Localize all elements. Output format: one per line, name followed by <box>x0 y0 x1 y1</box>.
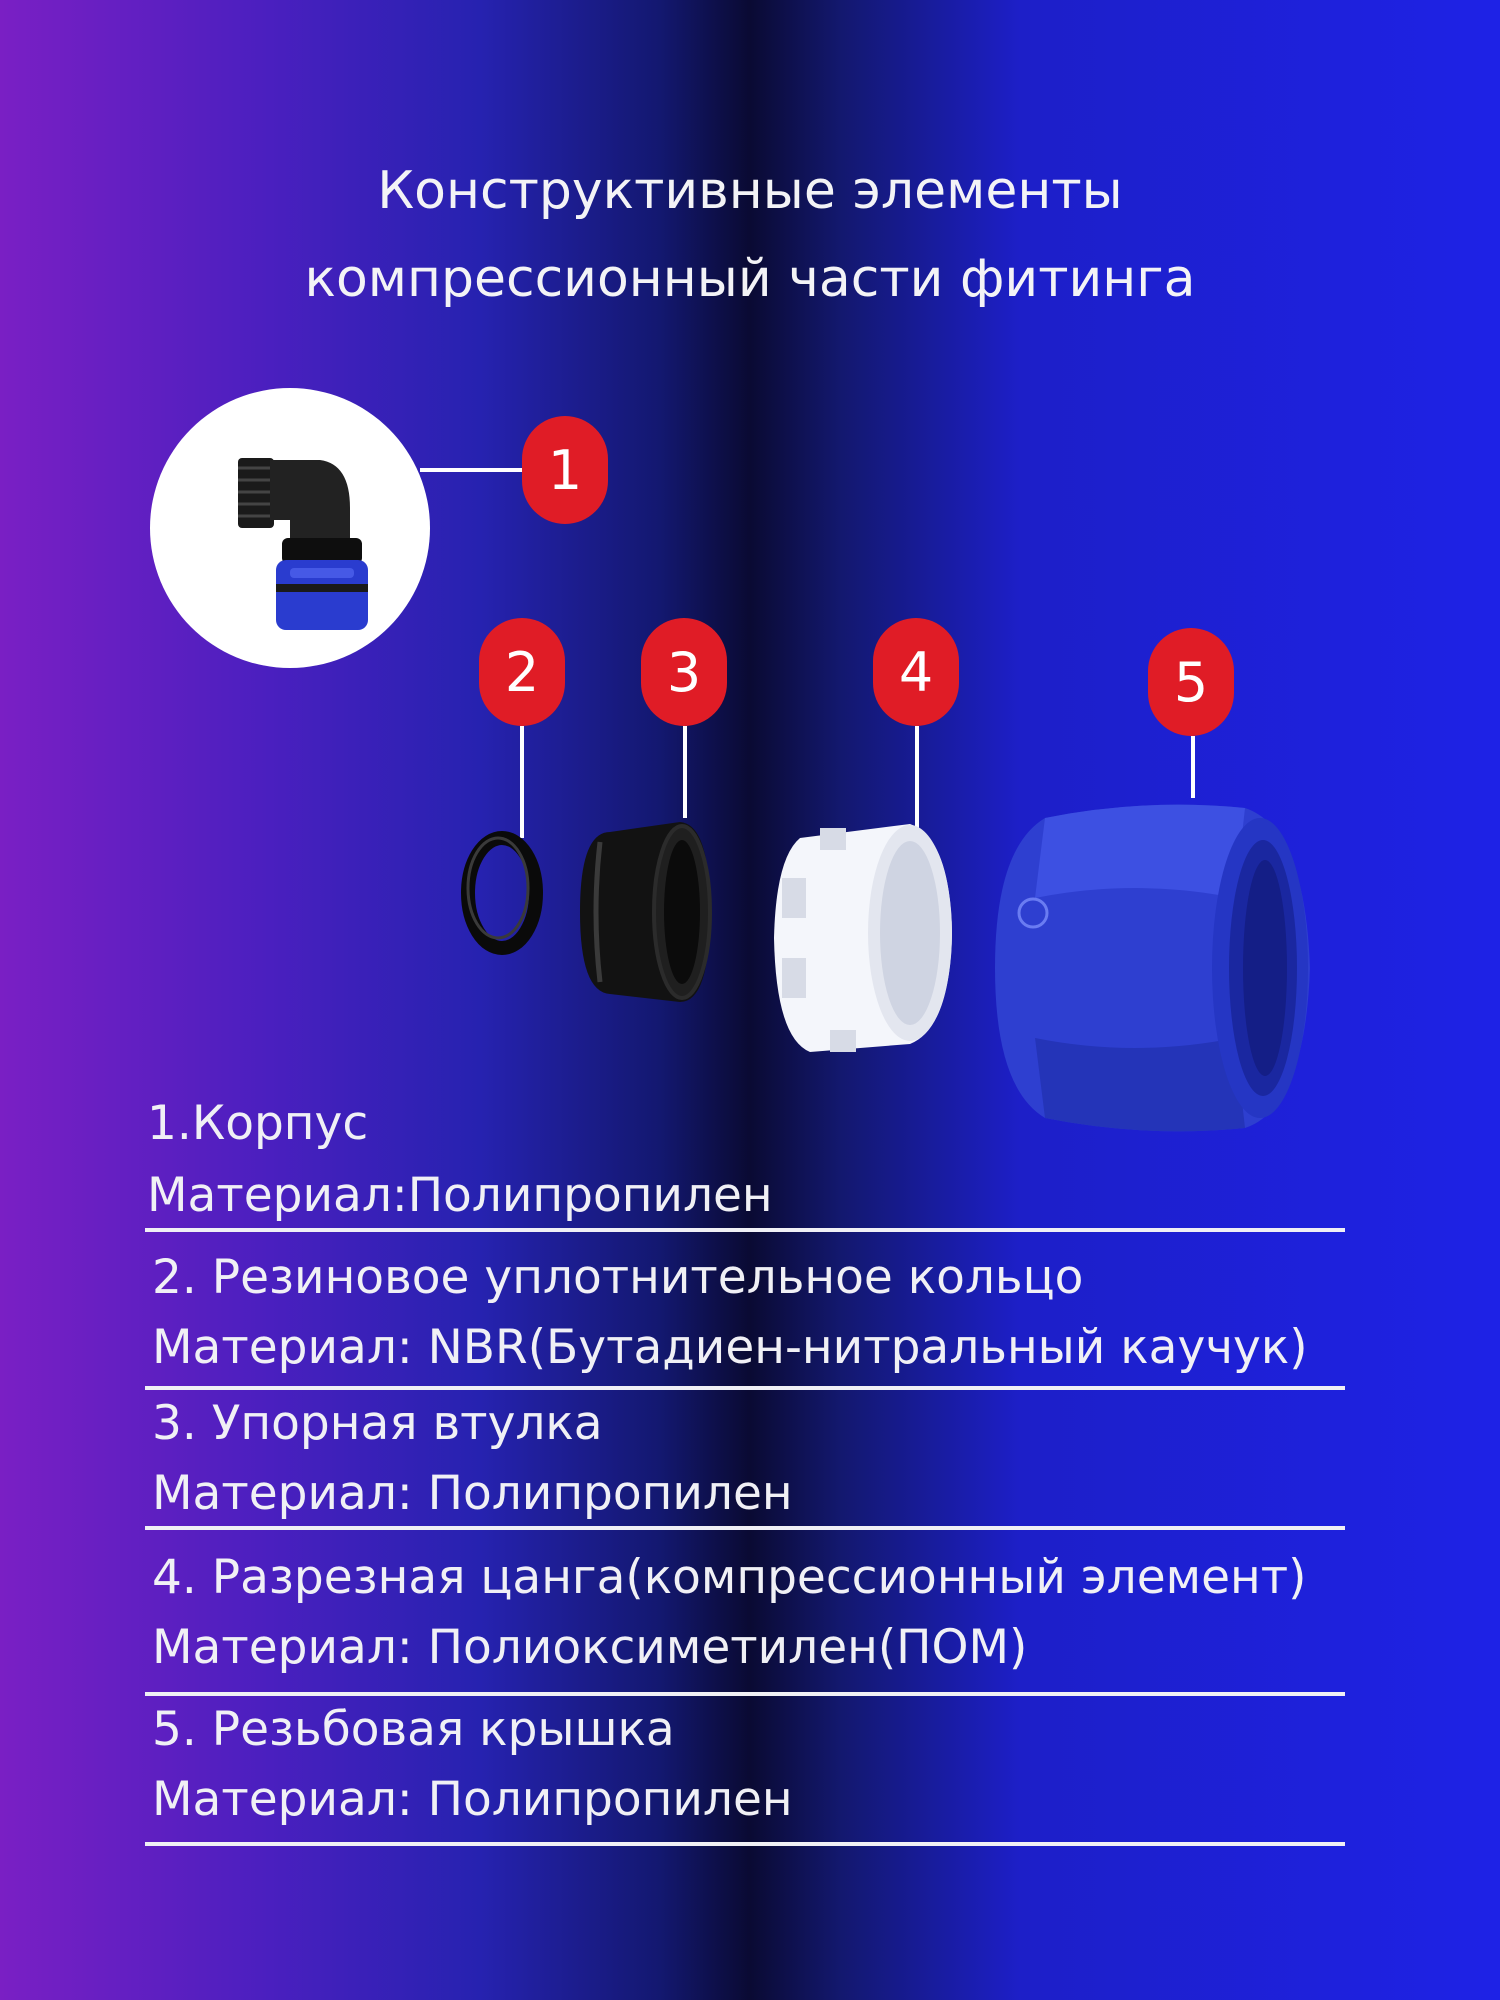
thrust-bushing-icon <box>570 812 720 1012</box>
split-collet-icon <box>760 808 960 1058</box>
divider-1 <box>145 1228 1345 1232</box>
divider-3 <box>145 1526 1345 1530</box>
part-4-material: Материал: Полиоксиметилен(ПОМ) <box>152 1620 1028 1675</box>
badge-4: 4 <box>873 618 959 726</box>
part-1-name: 1.Корпус <box>147 1096 369 1151</box>
leader-line-3 <box>683 726 687 818</box>
badge-1: 1 <box>522 416 608 524</box>
part-3-name: 3. Упорная втулка <box>152 1396 603 1451</box>
divider-4 <box>145 1692 1345 1696</box>
part-5-name: 5. Резьбовая крышка <box>152 1702 675 1757</box>
o-ring-icon <box>452 828 552 958</box>
page-title-line-2: компрессионный части фитинга <box>304 249 1196 309</box>
part-1-material: Материал:Полипропилен <box>147 1168 773 1223</box>
badge-3: 3 <box>641 618 727 726</box>
page-title-line-1: Конструктивные элементы <box>377 161 1123 221</box>
part-2-name: 2. Резиновое уплотнительное кольцо <box>152 1250 1084 1305</box>
threaded-cap-icon <box>985 788 1325 1148</box>
fitting-body-image <box>150 388 430 668</box>
part-5-material: Материал: Полипропилен <box>152 1772 793 1827</box>
badge-5: 5 <box>1148 628 1234 736</box>
leader-line-1 <box>420 468 525 472</box>
leader-line-2 <box>520 726 524 838</box>
badge-2: 2 <box>479 618 565 726</box>
part-4-name: 4. Разрезная цанга(компрессионный элемент) <box>152 1550 1307 1605</box>
part-3-material: Материал: Полипропилен <box>152 1466 793 1521</box>
elbow-fitting-icon <box>150 388 430 668</box>
part-2-material: Материал: NBR(Бутадиен-нитральный каучук) <box>152 1320 1308 1375</box>
divider-2 <box>145 1386 1345 1390</box>
divider-5 <box>145 1842 1345 1846</box>
